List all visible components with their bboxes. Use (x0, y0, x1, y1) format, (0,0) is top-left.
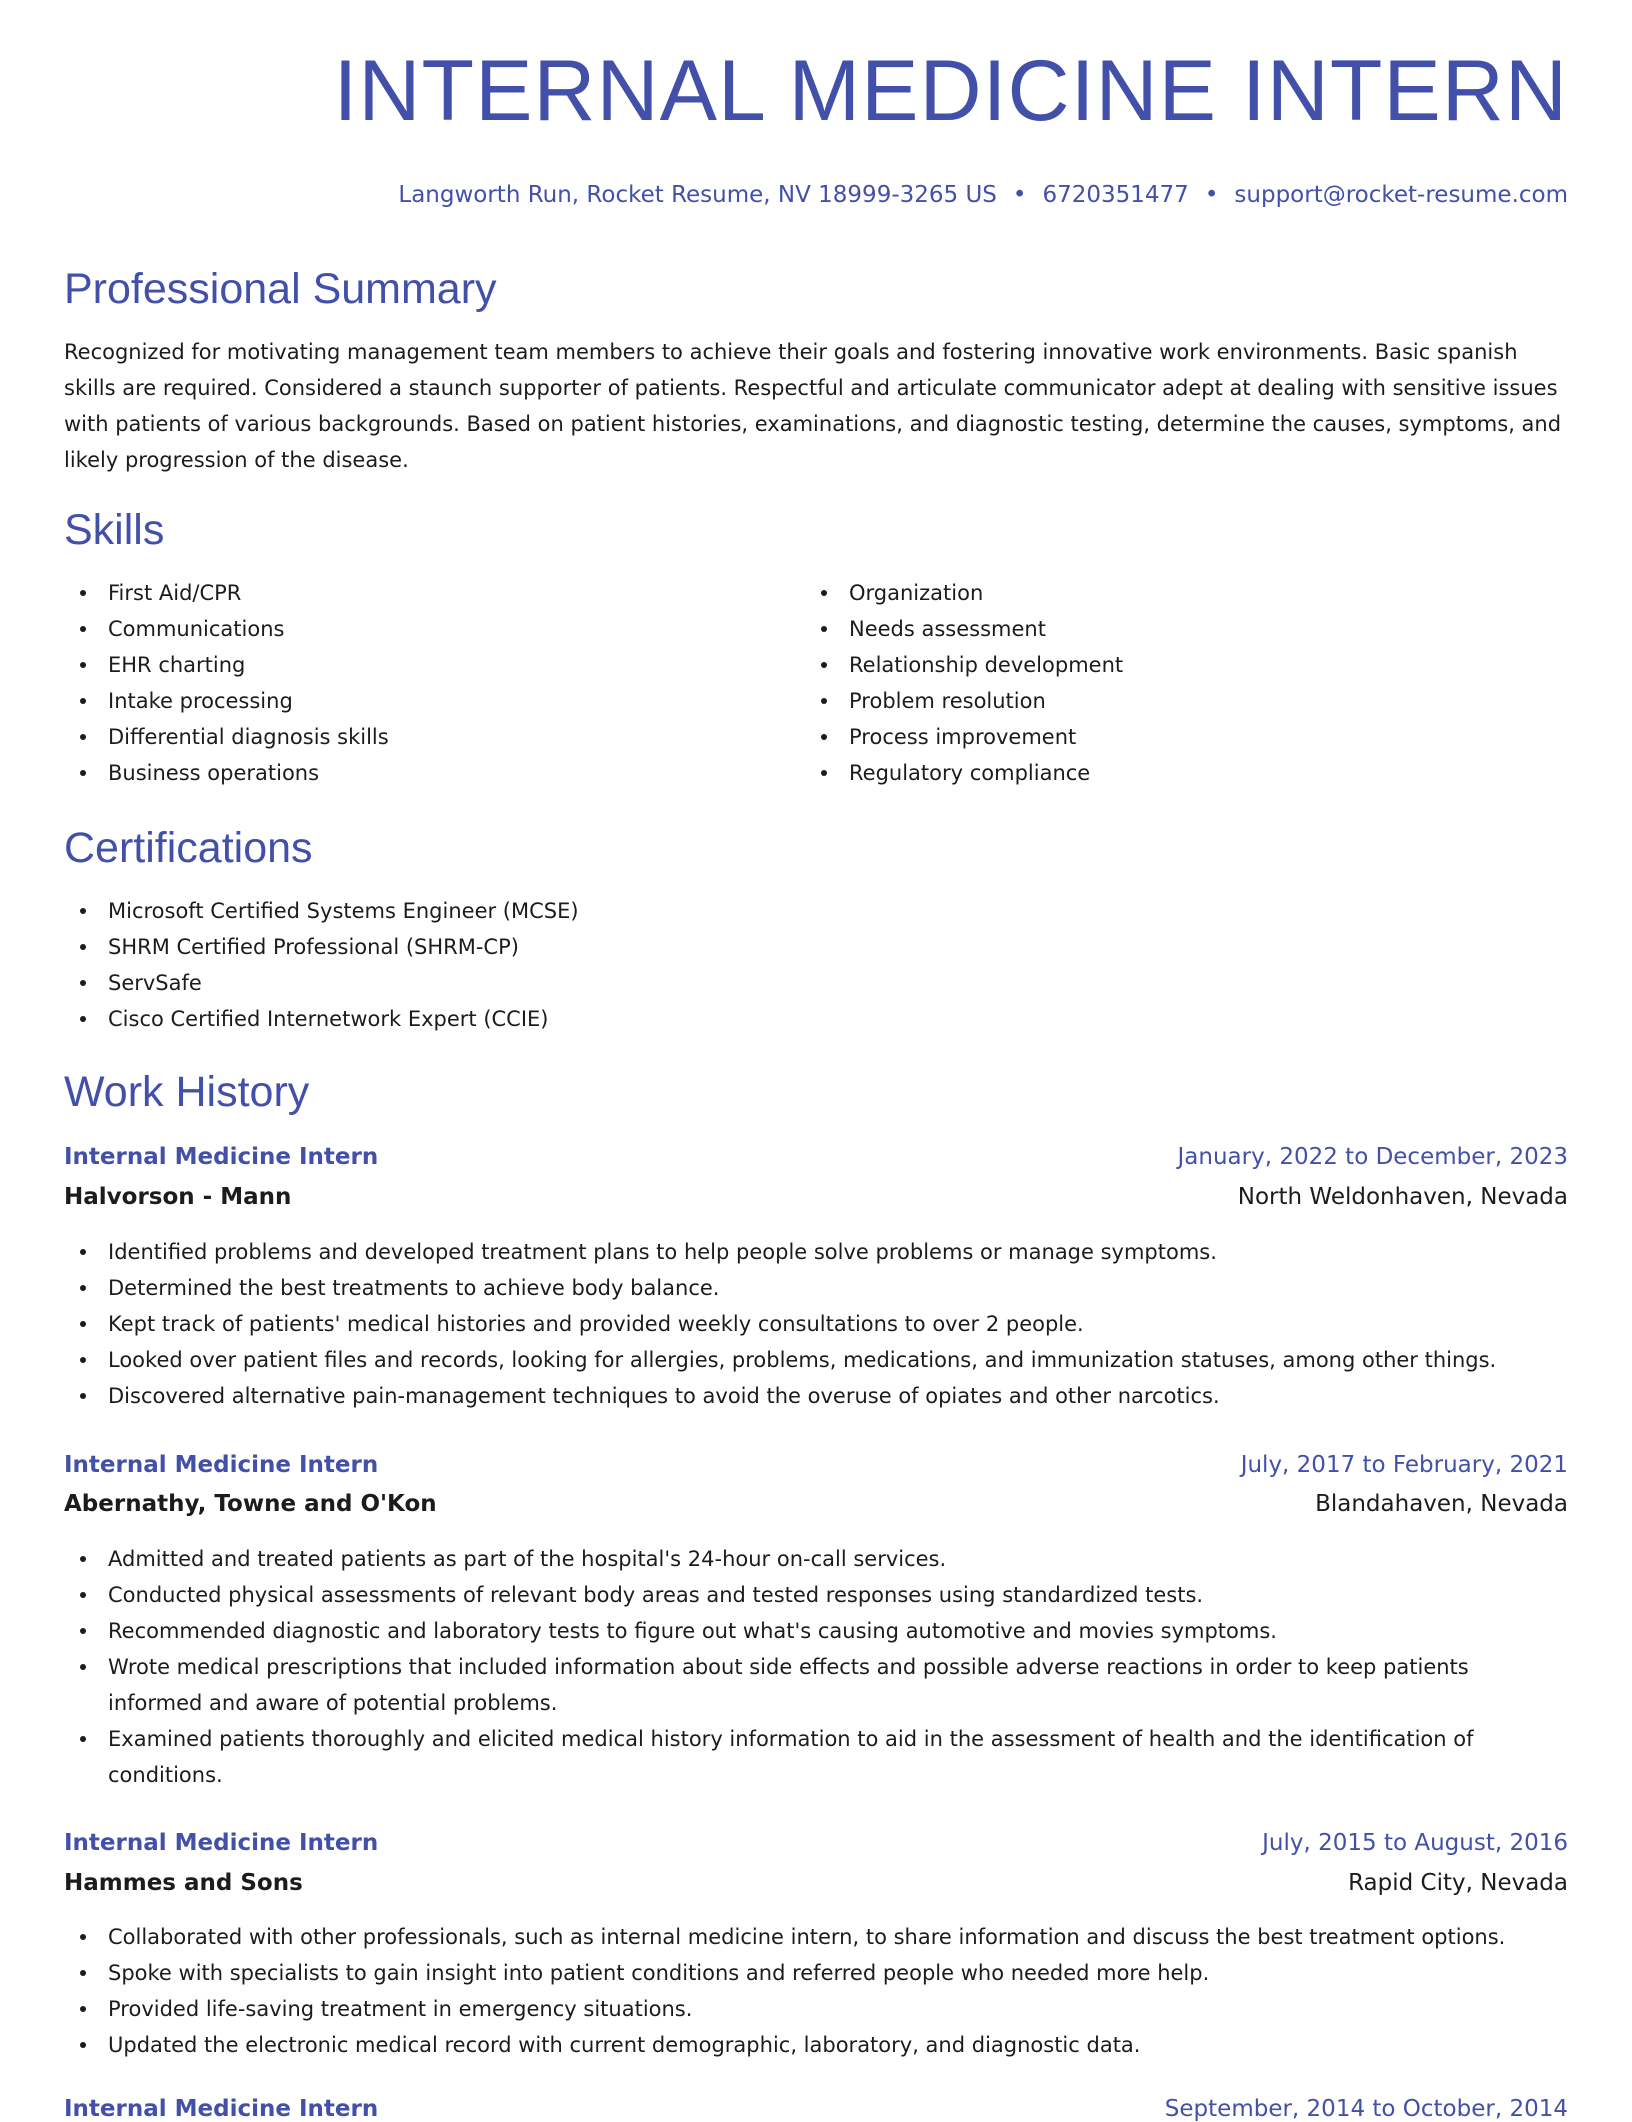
job-title: Internal Medicine Intern (64, 1452, 379, 1478)
job-title: Internal Medicine Intern (64, 1830, 379, 1856)
skill-item: Relationship development (805, 647, 1525, 683)
job-bullets (64, 1234, 1570, 1414)
skill-item: EHR charting (64, 647, 784, 683)
job-bullet: Recommended diagnostic and laboratory tests to figure out what's causing automotive and movies symptoms. (64, 1613, 1504, 1649)
job-bullet: Examined patients thoroughly and elicited medical history information to aid in the assessment of health and the identification of conditions. (64, 1721, 1504, 1793)
certification-item: Cisco Certified Internetwork Expert (CCIE) (64, 1001, 1564, 1037)
certifications-heading: Certifications (64, 824, 313, 872)
job-bullet: Spoke with specialists to gain insight into patient conditions and referred people who needed more help. (64, 1955, 1570, 1991)
job-bullet: Determined the best treatments to achieve body balance. (64, 1270, 1570, 1306)
job-title: Internal Medicine Intern (64, 1144, 379, 1170)
skills-list-left (64, 575, 784, 791)
skill-item: Business operations (64, 755, 784, 791)
skill-item: Organization (805, 575, 1525, 611)
job-dates: July, 2015 to August, 2016 (1262, 1830, 1568, 1856)
skills-heading: Skills (64, 506, 165, 554)
certification-item: SHRM Certified Professional (SHRM-CP) (64, 929, 1564, 965)
job-bullet: Provided life-saving treatment in emergency situations. (64, 1991, 1570, 2027)
skill-item: Problem resolution (805, 683, 1525, 719)
resume-title: INTERNAL MEDICINE INTERN (333, 43, 1568, 139)
skill-item: First Aid/CPR (64, 575, 784, 611)
skill-item: Regulatory compliance (805, 755, 1525, 791)
skill-item: Communications (64, 611, 784, 647)
contact-separator: • (1204, 182, 1219, 208)
job-location: Blandahaven, Nevada (1315, 1491, 1568, 1517)
job-bullet: Admitted and treated patients as part of the hospital's 24-hour on-call services. (64, 1541, 1504, 1577)
job-bullet: Looked over patient files and records, looking for allergies, problems, medications, and immunization statuses, among other things. (64, 1342, 1570, 1378)
job-dates: January, 2022 to December, 2023 (1177, 1144, 1568, 1170)
job-dates: September, 2014 to October, 2014 (1164, 2096, 1568, 2122)
job-location: Rapid City, Nevada (1348, 1870, 1568, 1896)
job-bullets (64, 1541, 1504, 1793)
certification-item: ServSafe (64, 965, 1564, 1001)
job-company: Abernathy, Towne and O'Kon (64, 1491, 437, 1517)
job-title: Internal Medicine Intern (64, 2096, 379, 2122)
summary-heading: Professional Summary (64, 265, 497, 313)
job-bullet: Conducted physical assessments of relevant body areas and tested responses using standardized tests. (64, 1577, 1504, 1613)
job-bullets (64, 1919, 1570, 2063)
contact-separator: • (1012, 182, 1027, 208)
job-company: Hammes and Sons (64, 1870, 303, 1896)
job-bullet: Updated the electronic medical record with current demographic, laboratory, and diagnostic data. (64, 2027, 1570, 2063)
job-bullet: Wrote medical prescriptions that included information about side effects and possible adverse reactions in order to keep patients informed and aware of potential problems. (64, 1649, 1504, 1721)
job-company: Halvorson - Mann (64, 1184, 292, 1210)
job-bullet: Discovered alternative pain-management techniques to avoid the overuse of opiates and other narcotics. (64, 1378, 1570, 1414)
certification-item: Microsoft Certified Systems Engineer (MCSE) (64, 893, 1564, 929)
skill-item: Differential diagnosis skills (64, 719, 784, 755)
job-bullet: Kept track of patients' medical histories and provided weekly consultations to over 2 people. (64, 1306, 1570, 1342)
contact-address: Langworth Run, Rocket Resume, NV 18999-3265 US (398, 182, 997, 208)
work-history-heading: Work History (64, 1068, 310, 1116)
job-location: North Weldonhaven, Nevada (1237, 1184, 1568, 1210)
skill-item: Needs assessment (805, 611, 1525, 647)
job-bullet: Collaborated with other professionals, such as internal medicine intern, to share information and discuss the best treatment options. (64, 1919, 1570, 1955)
contact-email[interactable]: support@rocket-resume.com (1234, 182, 1568, 208)
skill-item: Process improvement (805, 719, 1525, 755)
skill-item: Intake processing (64, 683, 784, 719)
contact-line (398, 182, 1568, 208)
contact-phone: 6720351477 (1042, 182, 1189, 208)
job-bullet: Identified problems and developed treatment plans to help people solve problems or manage symptoms. (64, 1234, 1570, 1270)
skills-list-right (805, 575, 1525, 791)
summary-text: Recognized for motivating management team members to achieve their goals and fostering innovative work environments. Basic spanish skills are required. Considered a staunch supporter of patients. Respectful and articulate communicator adept at dealing with sensitive issues with patients of various backgrounds. Based on patient histories, examinations, and diagnostic testing, determine the causes, symptoms, and likely progression of the disease. (64, 340, 1562, 472)
certifications-list (64, 893, 1564, 1037)
job-dates: July, 2017 to February, 2021 (1240, 1452, 1568, 1478)
